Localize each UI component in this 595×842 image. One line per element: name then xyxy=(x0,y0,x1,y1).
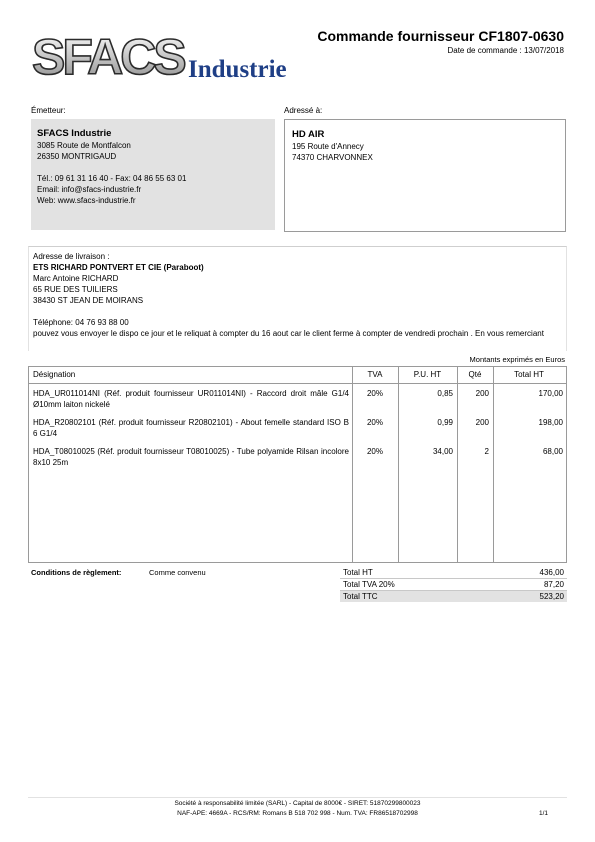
header-tva: TVA xyxy=(367,370,383,379)
document-date: Date de commande : 13/07/2018 xyxy=(447,46,564,55)
sender-label: Émetteur: xyxy=(31,106,66,115)
delivery-note: pouvez vous envoyer le dispo ce jour et le reliquat à compter du 16 aout car le client ferme à compter de vendredi prochain . En vous remerciant xyxy=(33,329,544,338)
currency-note: Montants exprimés en Euros xyxy=(469,355,565,364)
sender-web: Web: www.sfacs-industrie.fr xyxy=(37,196,136,205)
recipient-name: HD AIR xyxy=(292,129,325,140)
total-ht-row xyxy=(340,567,567,579)
delivery-company: ETS RICHARD PONTVERT ET CIE (Paraboot) xyxy=(33,263,204,272)
total-ht-value: 436,00 xyxy=(539,568,564,577)
row-designation: HDA_UR011014NI (Réf. produit fournisseur UR011014NI) - Raccord droit mâle G1/4 Ø10mm laiton nickelé xyxy=(33,389,349,409)
payment-terms-label: Conditions de règlement: xyxy=(31,568,122,577)
page-number: 1/1 xyxy=(538,810,548,817)
recipient-label: Adressé à: xyxy=(284,106,323,115)
row-quantity: 2 xyxy=(484,447,489,456)
document-title: Commande fournisseur CF1807-0630 xyxy=(317,28,564,44)
row-designation: HDA_R20802101 (Réf. produit fournisseur R20802101) - About femelle standard ISO B 6 G1/4 xyxy=(33,418,349,438)
row-total: 198,00 xyxy=(538,418,563,427)
row-quantity: 200 xyxy=(475,389,489,398)
delivery-box xyxy=(28,246,567,351)
header-pu: P.U. HT xyxy=(413,370,442,379)
header-qte: Qté xyxy=(468,370,482,379)
row-unit-price: 0,85 xyxy=(437,389,453,398)
delivery-label: Adresse de livraison : xyxy=(33,252,110,261)
delivery-phone: Téléphone: 04 76 93 88 00 xyxy=(33,318,129,327)
total-tva-value: 87,20 xyxy=(543,580,564,589)
row-tva: 20% xyxy=(366,389,383,398)
items-table xyxy=(28,366,567,563)
row-unit-price: 0,99 xyxy=(437,418,453,427)
total-ht-label: Total HT xyxy=(343,568,373,577)
footer-legal-1: Société à responsabilité limitée (SARL) - Capital de 8000€ - SIRET: 51870299800023 xyxy=(174,800,421,807)
total-tva-row xyxy=(340,579,567,591)
sender-address-2: 26350 MONTRIGAUD xyxy=(37,152,117,161)
sender-email: Email: info@sfacs-industrie.fr xyxy=(37,185,142,194)
recipient-address-2: 74370 CHARVONNEX xyxy=(292,153,373,162)
row-total: 170,00 xyxy=(538,389,563,398)
row-tva: 20% xyxy=(366,447,383,456)
row-total: 68,00 xyxy=(542,447,563,456)
delivery-city: 38430 ST JEAN DE MOIRANS xyxy=(33,296,144,305)
footer-legal-2: NAF-APE: 4669A - RCS/RM: Romans B 518 702 998 - Num. TVA: FR86518702998 xyxy=(177,810,418,817)
recipient-address-1: 195 Route d'Annecy xyxy=(292,142,364,151)
logo-brand-text: SFACS xyxy=(32,30,184,82)
sender-name: SFACS Industrie xyxy=(37,128,112,139)
total-ttc-row xyxy=(340,591,567,602)
recipient-box xyxy=(284,119,566,232)
total-ttc-label: Total TTC xyxy=(343,592,378,601)
payment-terms-value: Comme convenu xyxy=(149,568,206,577)
row-tva: 20% xyxy=(366,418,383,427)
totals-block xyxy=(340,567,567,602)
row-designation: HDA_T08010025 (Réf. produit fournisseur T08010025) - Tube polyamide Rilsan incolore 8x10 25m xyxy=(33,447,349,467)
row-unit-price: 34,00 xyxy=(432,447,453,456)
sender-phone: Tél.: 09 61 31 16 40 - Fax: 04 86 55 63 01 xyxy=(37,174,187,183)
sfacs-logo-mark xyxy=(30,30,190,82)
header-designation: Désignation xyxy=(33,370,76,379)
delivery-street: 65 RUE DES TUILIERS xyxy=(33,285,118,294)
sender-address-1: 3085 Route de Montfalcon xyxy=(37,141,131,150)
row-quantity: 200 xyxy=(475,418,489,427)
total-tva-label: Total TVA 20% xyxy=(343,580,395,589)
footer-divider xyxy=(28,797,567,798)
delivery-contact: Marc Antoine RICHARD xyxy=(33,274,119,283)
sender-box xyxy=(31,119,275,230)
total-ttc-value: 523,20 xyxy=(539,592,564,601)
header-total: Total HT xyxy=(514,370,544,379)
logo-industrie-text: Industrie xyxy=(188,56,287,83)
